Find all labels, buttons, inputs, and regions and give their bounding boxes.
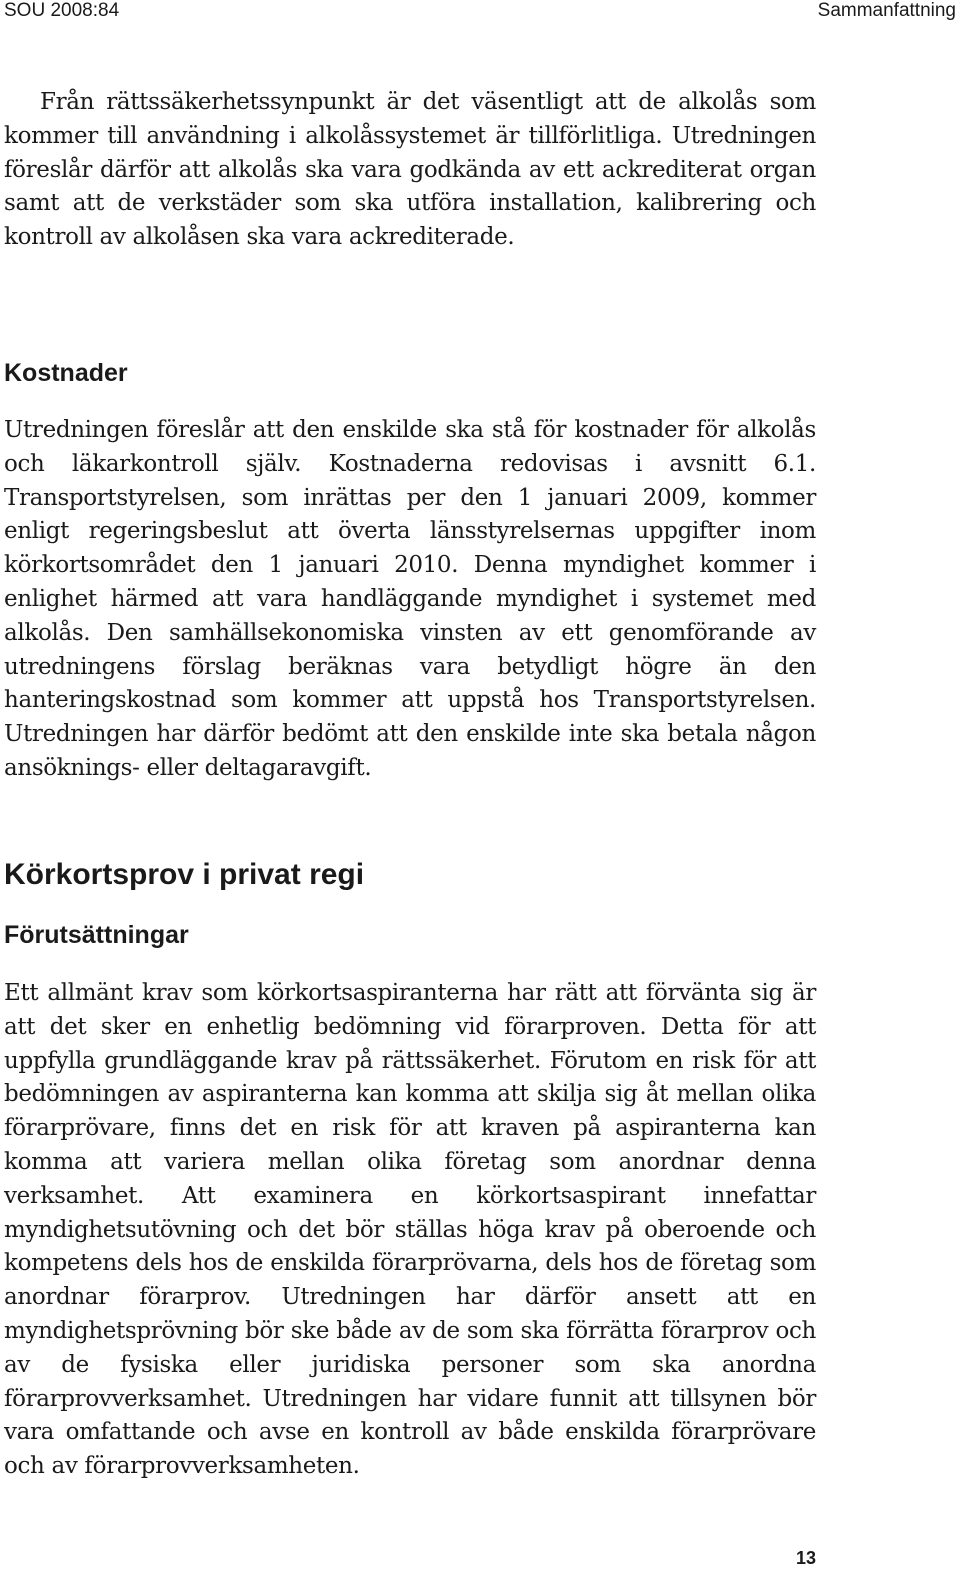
page-number: 13 [795,1548,816,1568]
heading-korkortsprov: Körkortsprov i privat regi [4,858,365,891]
report-id: SOU 2008:84 [4,0,120,21]
paragraph-forutsattningar: Ett allmänt krav som körkortsaspiranterna har rätt att förvänta sig är att det sker en enhetlig bedömning vid förarproven. Detta för att uppfylla grundläggande krav på rättssäkerhet. Förutom en risk för att bedömningen av aspiranterna kan komma att skilja sig åt mellan olika förarprövare, finns det en risk för att kraven på aspiranterna kan komma att variera mellan olika företag som anordnar denna verksamhet. Att examinera en körkortsaspirant innefattar myndighetsutövning och det bör ställas höga krav på oberoende och kompetens dels hos de enskilda förarprövarna, dels hos de företag som anordnar förarprov. Utredningen har därför ansett att en myndighetsprövning bör ske både av de som ska förrätta förarprov och av de fysiska eller juridiska personer som ska anordna förarprovverksamhet. Utredningen har vidare funnit att tillsynen bör vara omfattande och avse en kontroll av både enskilda förarprövare och av förarprovverksamheten. [4,980,816,1480]
heading-forutsattningar: Förutsättningar [4,921,189,949]
running-head [0,0,960,24]
paragraph-kostnader: Utredningen föreslår att den enskilde ska stå för kostnader för alkolås och läkarkontroll själv. Kostnaderna redovisas i avsnitt 6.1. Transportstyrelsen, som inrättas per den 1 januari 2009, kommer enligt regeringsbeslut att överta länsstyrelsernas uppgifter inom körkortsområdet den 1 januari 2010. Denna myndighet kommer i enlighet härmed att vara handläggande myndighet i systemet med alkolås. Den samhällsekonomiska vinsten av ett genomförande av utredningens förslag beräknas vara betydligt högre än den hanteringskostnad som kommer att uppstå hos Transportstyrelsen. Utredningen har därför bedömt att den enskilde inte ska betala någon ansöknings- eller deltagaravgift. [4,417,816,781]
section-name: Sammanfattning [817,0,956,21]
heading-kostnader: Kostnader [4,359,128,387]
paragraph-rattssakerhet: Från rättssäkerhetssynpunkt är det väsentligt att de alkolås som kommer till användning i alkolåssystemet är tillförlitliga. Utredningen föreslår därför att alkolås ska vara godkända av ett ackrediterat organ samt att de verkstäder som ska utföra installation, kalibrering och kontroll av alkolåsen ska vara ackrediterade. [4,89,816,251]
